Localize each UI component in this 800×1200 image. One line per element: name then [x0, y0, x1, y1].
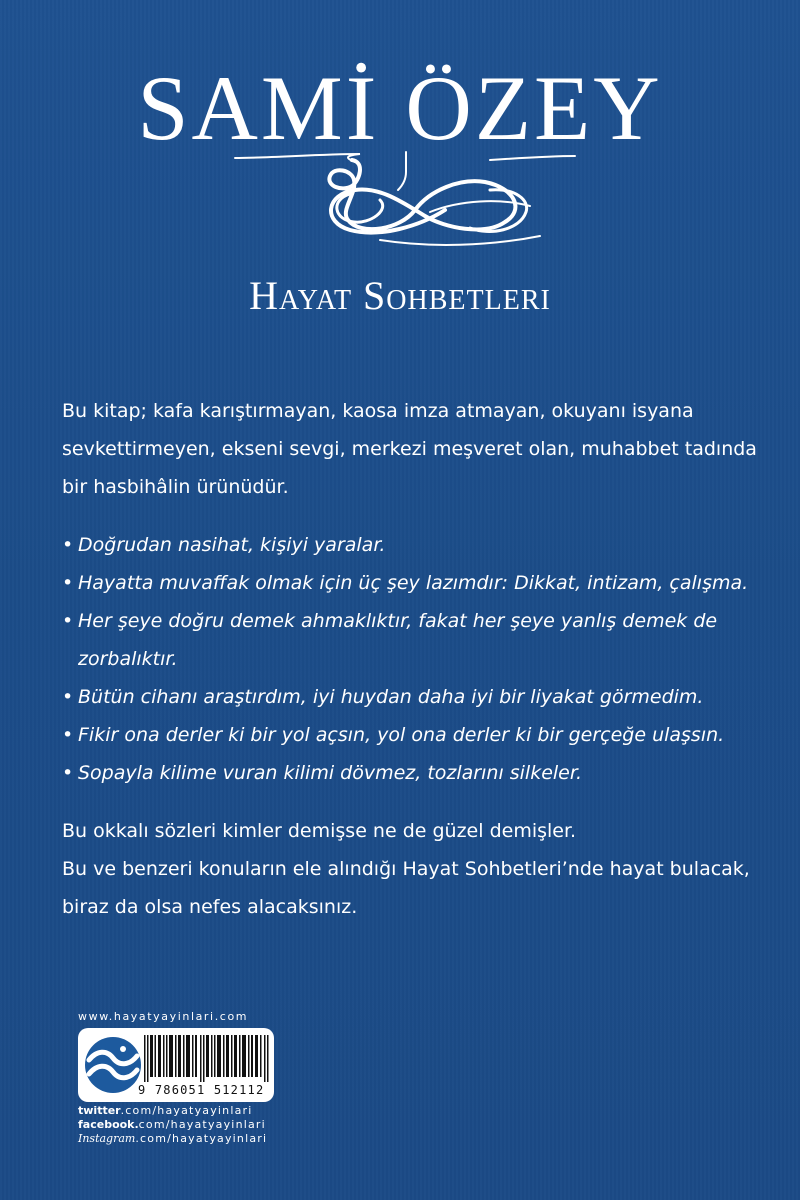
flourish-ornament [230, 150, 580, 250]
quote-item [62, 602, 762, 678]
outro-line: biraz da olsa nefes alacaksınız. [62, 896, 358, 918]
author-name: SAMİ ÖZEY [137, 57, 663, 159]
outro-paragraph [62, 812, 762, 926]
isbn-barcode-panel [78, 1028, 274, 1102]
quote-text: Doğrudan nasihat, kişiyi yaralar. [78, 534, 386, 556]
isbn-number: 9 786051 512112 [138, 1083, 265, 1097]
bullet: • [62, 762, 74, 784]
publisher-website: www.hayatyayinlari.com [78, 1010, 249, 1023]
quote-text: Bütün cihanı araştırdım, iyi huydan daha iyi bir liyakat görmedim. [78, 686, 704, 708]
quote-list [62, 526, 762, 792]
quote-text: Sopayla kilime vuran kilimi dövmez, tozlarını silkeler. [78, 762, 582, 784]
publisher-wave-logo-icon [83, 1034, 143, 1096]
social-link-instagram[interactable] [78, 1132, 267, 1146]
social-link-twitter[interactable] [78, 1104, 267, 1118]
intro-line: Bu kitap; kafa karıştırmayan, kaosa imza atmayan, okuyanı isyana [62, 400, 694, 422]
outro-line: Bu ve benzeri konuların ele alındığı Hayat Sohbetleri’nde hayat bulacak, [62, 858, 750, 880]
barcode-bars [144, 1035, 269, 1082]
bullet: • [62, 610, 74, 632]
quote-text: Hayatta muvaffak olmak için üç şey lazımdır: Dikkat, intizam, çalışma. [78, 572, 749, 594]
quote-text: Fikir ona derler ki bir yol açsın, yol ona derler ki bir gerçeğe ulaşsın. [78, 724, 725, 746]
intro-paragraph [62, 392, 762, 506]
social-path: .com/hayatyayinlari [120, 1104, 253, 1117]
bullet: • [62, 572, 74, 594]
blurb [62, 392, 762, 926]
intro-line: sevkettirmeyen, ekseni sevgi, merkezi meşveret olan, muhabbet tadında [62, 438, 757, 460]
quote-item [62, 716, 762, 754]
intro-line: bir hasbihâlin ürünüdür. [62, 476, 289, 498]
social-path: .com/hayatyayinlari [135, 1132, 268, 1145]
quote-item [62, 678, 762, 716]
bullet: • [62, 686, 74, 708]
book-title: Hayat Sohbetleri [249, 273, 551, 318]
social-link-facebook[interactable] [78, 1118, 267, 1132]
bullet: • [62, 534, 74, 556]
facebook-wordmark: facebook. [78, 1118, 139, 1131]
social-links [78, 1104, 267, 1146]
outro-line: Bu okkalı sözleri kimler demişse ne de güzel demişler. [62, 820, 577, 842]
bullet: • [62, 724, 74, 746]
social-path: com/hayatyayinlari [138, 1118, 266, 1131]
quote-item [62, 754, 762, 792]
quote-text: Her şeye doğru demek ahmaklıktır, fakat her şeye yanlış demek de zorbalıktır. [78, 610, 718, 670]
quote-item [62, 564, 762, 602]
instagram-wordmark: Instagram [78, 1132, 136, 1145]
quote-item [62, 526, 762, 564]
twitter-wordmark: twitter [78, 1104, 121, 1117]
